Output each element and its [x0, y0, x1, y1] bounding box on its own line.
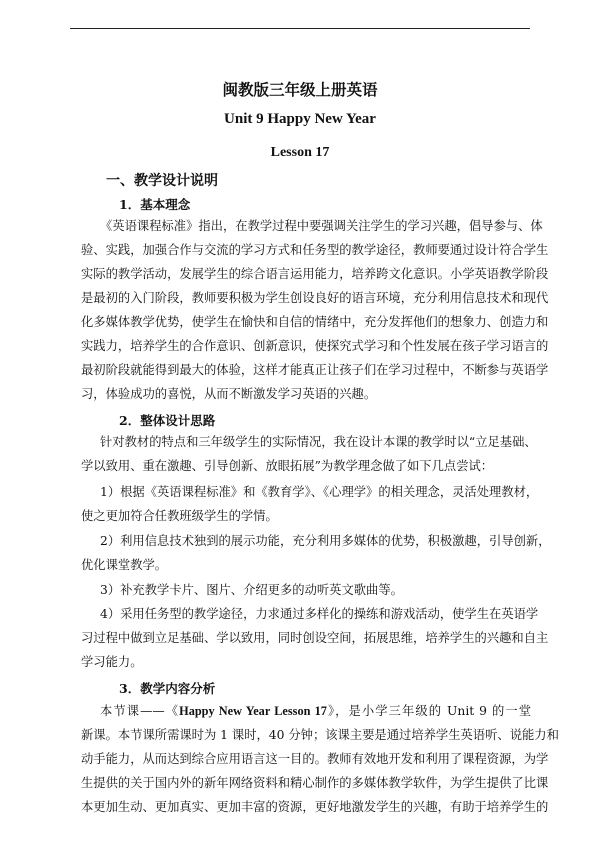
- paragraph-line: 习，体验成功的喜悦，从而不断激发学习英语的兴趣。: [81, 387, 377, 401]
- unit-title: Unit 9 Happy New Year: [224, 111, 376, 127]
- paragraph-line: 是最初的入门阶段，教师要积极为学生创设良好的语言环境，充分利用信息技术和现代: [81, 291, 549, 305]
- subheading-design-approach: 2．整体设计思路: [119, 413, 216, 428]
- list-item-line: 1）根据《英语课程标准》和《教育学》、《心理学》的相关理念，灵活处理教材，: [100, 485, 539, 499]
- paragraph-line: 针对教材的特点和三年级学生的实际情况，我在设计本课的教学时以“立足基础、: [100, 435, 537, 449]
- list-item-line: 4）采用任务型的教学途径，力求通过多样化的操练和游戏活动，使学生在英语学: [100, 607, 539, 621]
- paragraph-line: 新课。本节课所需课时为 1 课时，40 分钟；该课主要是通过培养学生英语听、说能力和: [81, 728, 559, 742]
- paragraph-line: 生提供的关于国内外的新年网络资料和精心制作的多媒体教学软件，为学生提供了比课: [81, 776, 549, 790]
- document-title: 闽教版三年级上册英语: [222, 80, 378, 99]
- list-item-line: 使之更加符合任教班级学生的学情。: [81, 509, 278, 523]
- section-heading-teaching-design: 一、教学设计说明: [106, 173, 218, 189]
- subheading-content-analysis: 3．教学内容分析: [119, 681, 216, 696]
- text-suffix: 》，是小学三年级的 Unit 9 的一堂: [326, 704, 531, 718]
- paragraph-line: 化多媒体教学优势，使学生在愉快和自信的情绪中，充分发挥他们的想象力、创造力和: [81, 315, 549, 329]
- paragraph-line: 动手能力，从而达到综合应用语言这一目的。教师有效地开发和利用了课程资源，为学: [81, 752, 549, 766]
- paragraph-line: 验、实践，加强合作与交流的学习方式和任务型的教学途径，教师要通过设计符合学生: [81, 243, 549, 257]
- paragraph-line: [100, 703, 531, 719]
- lesson-title: Lesson 17: [270, 145, 330, 160]
- list-item-line: 习过程中做到立足基础、学以致用，同时创设空间，拓展思维，培养学生的兴趣和自主: [81, 631, 549, 645]
- paragraph-line: 实践力，培养学生的合作意识、创新意识，使探究式学习和个性发展在孩子学习语言的: [81, 339, 549, 353]
- list-item-line: 学习能力。: [81, 655, 143, 669]
- paragraph-line: 学以致用、重在激趣、引导创新、放眼拓展”为教学理念做了如下几点尝试：: [81, 459, 494, 473]
- paragraph-line: 实际的教学活动，发展学生的综合语言运用能力，培养跨文化意识。小学英语教学阶段: [81, 267, 549, 281]
- list-item-line: 3）补充教学卡片、图片、介绍更多的动听英文歌曲等。: [100, 583, 403, 597]
- paragraph-line: 本更加生动、更加真实、更加丰富的资源，更好地激发学生的兴趣，有助于培养学生的: [81, 800, 549, 814]
- list-item-line: 2）利用信息技术独到的展示功能，充分利用多媒体的优势，积极激趣，引导创新，: [100, 534, 551, 548]
- subheading-basic-idea: 1．基本理念: [119, 197, 191, 212]
- text-prefix: 本节课——《: [100, 704, 180, 718]
- paragraph-line: 《英语课程标准》指出，在教学过程中要强调关注学生的学习兴趣，倡导参与、体: [100, 219, 543, 233]
- lesson-reference: Happy New Year Lesson 17: [179, 704, 327, 718]
- paragraph-line: 最初阶段就能得到最大的体验，这样才能真正让孩子们在学习过程中，不断参与英语学: [81, 363, 549, 377]
- list-item-line: 优化课堂教学。: [81, 558, 168, 572]
- header-rule: [70, 28, 530, 29]
